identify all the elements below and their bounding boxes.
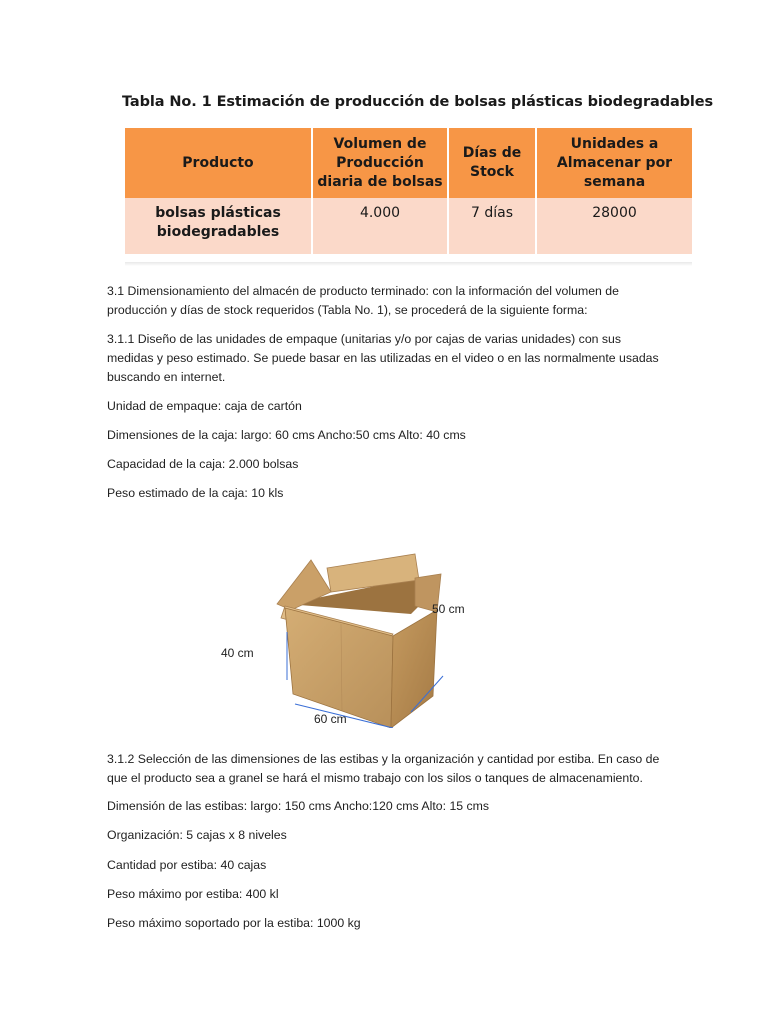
table-title: Tabla No. 1 Estimación de producción de bolsas plásticas biodegradables xyxy=(122,94,714,110)
table-cell: 28000 xyxy=(536,198,692,254)
paragraph-3-1-1: 3.1.1 Diseño de las unidades de empaque (unitarias y/o por cajas de varias unidades) con sus medidas y peso estimado. Se puede basar en las utilizadas en el video o en las normalmente usadas buscando en internet. xyxy=(107,332,659,384)
pallet-dimensions-line: Dimensión de las estibas: largo: 150 cms Ancho:120 cms Alto: 15 cms xyxy=(107,799,490,813)
table-cell: bolsas plásticas biodegradables xyxy=(125,198,312,254)
table-shadow xyxy=(125,262,692,266)
label-50cm: 50 cm xyxy=(432,602,465,616)
table-header-cell: Unidades a Almacenar por semana xyxy=(536,128,692,198)
paragraph-3-1: 3.1 Dimensionamiento del almacén de producto terminado: con la información del volumen de producción y días de stock requeridos (Tabla No. 1), se procederá de la siguiente forma: xyxy=(107,284,619,317)
max-weight-supported-line: Peso máximo soportado por la estiba: 1000 kg xyxy=(107,916,361,930)
paragraph-3-1-2: 3.1.2 Selección de las dimensiones de las estibas y la organización y cantidad por estiba. En caso de que el producto sea a granel se hará el mismo trabajo con los silos o tanques de almacenamiento. xyxy=(107,752,660,785)
organization-line: Organización: 5 cajas x 8 niveles xyxy=(107,828,287,842)
table-cell: 4.000 xyxy=(312,198,448,254)
label-60cm: 60 cm xyxy=(314,712,347,726)
table-cell: 7 días xyxy=(448,198,536,254)
table-header-row xyxy=(125,128,692,198)
box-capacity-line: Capacidad de la caja: 2.000 bolsas xyxy=(107,457,299,471)
label-40cm: 40 cm xyxy=(221,646,254,660)
cardboard-box-illustration xyxy=(215,548,515,728)
box-dimensions-line: Dimensiones de la caja: largo: 60 cms Ancho:50 cms Alto: 40 cms xyxy=(107,428,466,442)
quantity-per-pallet-line: Cantidad por estiba: 40 cajas xyxy=(107,858,267,872)
cardboard-box-figure xyxy=(215,548,515,728)
table-header-cell: Volumen de Producción diaria de bolsas xyxy=(312,128,448,198)
table-header-cell: Días de Stock xyxy=(448,128,536,198)
production-table xyxy=(125,128,692,254)
table-header-cell: Producto xyxy=(125,128,312,198)
packaging-unit-line: Unidad de empaque: caja de cartón xyxy=(107,399,302,413)
box-weight-line: Peso estimado de la caja: 10 kls xyxy=(107,486,284,500)
max-weight-pallet-line: Peso máximo por estiba: 400 kl xyxy=(107,887,279,901)
table-row xyxy=(125,198,692,254)
